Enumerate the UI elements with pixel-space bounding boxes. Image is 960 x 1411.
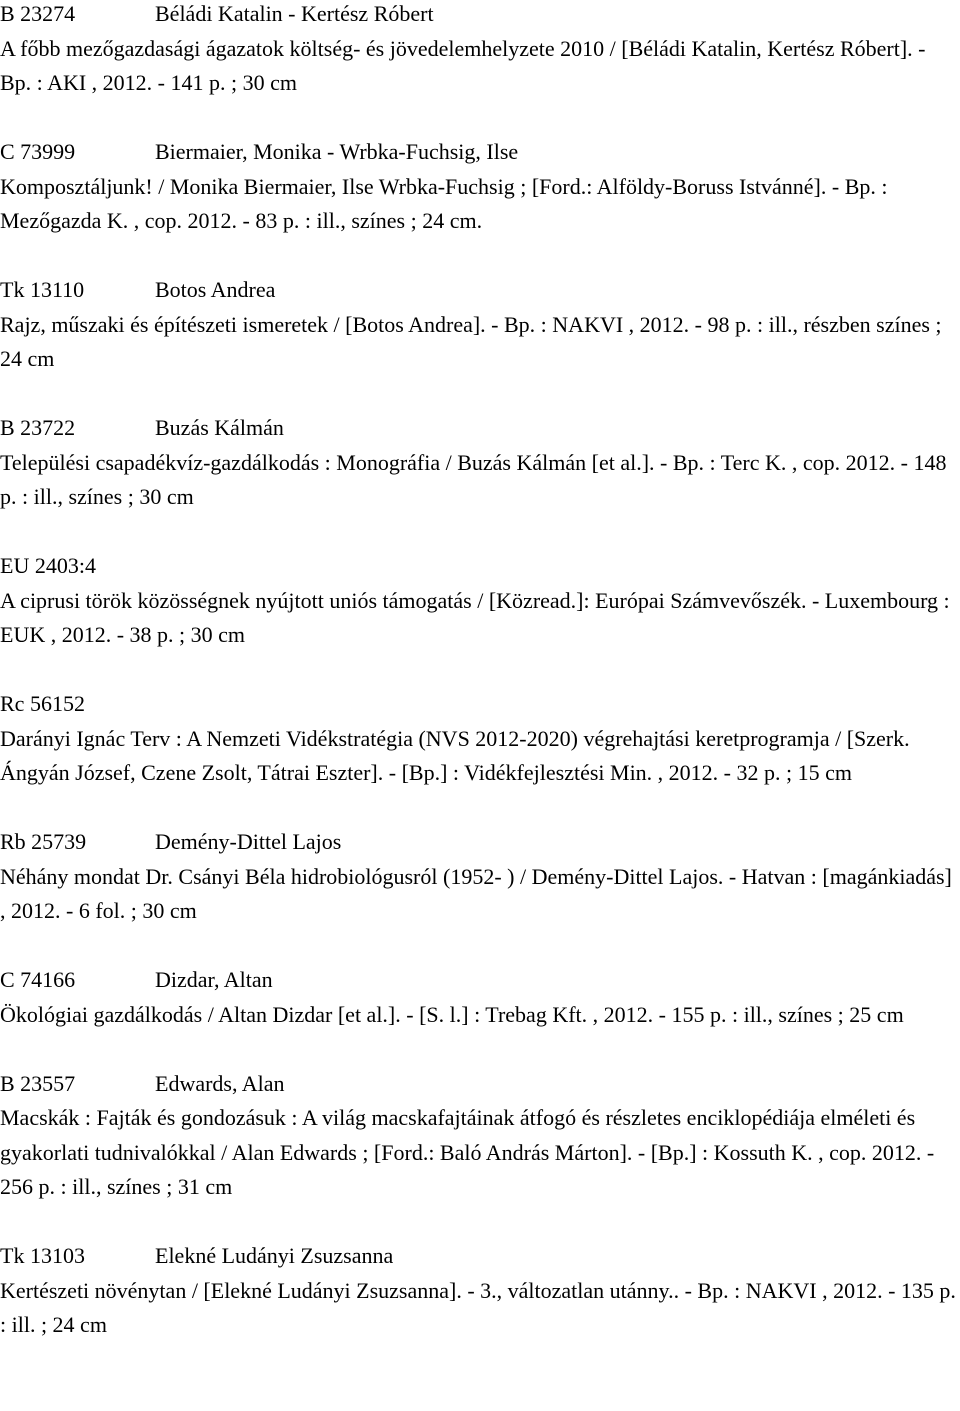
shelf-code: C 74166 xyxy=(0,967,76,992)
bibliography-entry xyxy=(0,135,960,239)
bibliography-entry xyxy=(0,1067,960,1205)
shelf-code: Rc 56152 xyxy=(0,691,85,716)
entry-heading xyxy=(0,273,960,308)
entry-description: A ciprusi török közösségnek nyújtott uniós támogatás / [Közread.]: Európai Számvevőszék. - Luxembourg : EUK , 2012. - 38 p. ; 30 cm xyxy=(0,587,950,647)
entry-author: Dizdar, Altan xyxy=(155,967,273,992)
entry-author: Demény-Dittel Lajos xyxy=(155,829,342,854)
bibliography-entry xyxy=(0,411,960,515)
bibliography-entry xyxy=(0,963,960,1032)
bibliography-entry xyxy=(0,687,960,791)
entry-heading xyxy=(0,1239,960,1274)
shelf-code: B 23722 xyxy=(0,415,76,440)
shelf-code: Rb 25739 xyxy=(0,829,87,854)
entry-heading xyxy=(0,963,960,998)
shelf-code: B 23557 xyxy=(0,1070,76,1096)
entry-heading xyxy=(0,411,960,446)
entry-heading xyxy=(0,1067,960,1102)
bibliography-entry xyxy=(0,1239,960,1343)
entry-author: Elekné Ludányi Zsuzsanna xyxy=(155,1243,394,1268)
entry-description: Macskák : Fajták és gondozásuk : A világ macskafajtáinak átfogó és részletes enciklopédiája elméleti és gyakorlati tudnivalókkal / Alan Edwards ; [Ford.: Baló András Márton]. - [Bp.] : Kossuth K. , cop. 2012. - 256 p. : ill., színes ; 31 cm xyxy=(0,1105,935,1199)
bibliography-entry xyxy=(0,273,960,377)
entry-description: Komposztáljunk! / Monika Biermaier, Ilse Wrbka-Fuchsig ; [Ford.: Alföldy-Boruss Istvánné]. - Bp. : Mezőgazda K. , cop. 2012. - 83 p. : ill., színes ; 24 cm. xyxy=(0,173,888,233)
entry-heading xyxy=(0,687,960,722)
bibliography-entry xyxy=(0,0,960,101)
entry-description: Kertészeti növénytan / [Elekné Ludányi Zsuzsanna]. - 3., változatlan utánny.. - Bp. : NAKVI , 2012. - 135 p. : ill. ; 24 cm xyxy=(0,1277,956,1337)
shelf-code: EU 2403:4 xyxy=(0,553,96,578)
entry-heading xyxy=(0,549,960,584)
entry-heading xyxy=(0,0,960,32)
entry-heading xyxy=(0,135,960,170)
shelf-code: C 73999 xyxy=(0,139,76,164)
entry-description: Ökológiai gazdálkodás / Altan Dizdar [et al.]. - [S. l.] : Trebag Kft. , 2012. - 155 p. : ill., színes ; 25 cm xyxy=(0,1001,904,1027)
entry-author: Biermaier, Monika - Wrbka-Fuchsig, Ilse xyxy=(155,139,519,164)
entry-description: A főbb mezőgazdasági ágazatok költség- és jövedelemhelyzete 2010 / [Béládi Katalin, Kertész Róbert]. - Bp. : AKI , 2012. - 141 p. ; 30 cm xyxy=(0,35,926,95)
bibliography-entry xyxy=(0,825,960,929)
bibliography-entry xyxy=(0,549,960,653)
entry-description: Rajz, műszaki és építészeti ismeretek / [Botos Andrea]. - Bp. : NAKVI , 2012. - 98 p. : ill., részben színes ; 24 cm xyxy=(0,311,942,371)
entry-author: Botos Andrea xyxy=(155,277,276,302)
entry-heading xyxy=(0,825,960,860)
shelf-code: Tk 13103 xyxy=(0,1243,85,1268)
entry-author: Edwards, Alan xyxy=(155,1070,285,1096)
entry-author: Béládi Katalin - Kertész Róbert xyxy=(155,1,434,26)
entry-description: Darányi Ignác Terv : A Nemzeti Vidékstratégia (NVS 2012-2020) végrehajtási keretprogramja / [Szerk. Ángyán József, Czene Zsolt, Tátrai Eszter]. - [Bp.] : Vidékfejlesztési Min. , 2012. - 32 p. ; 15 cm xyxy=(0,725,910,785)
entry-author: Buzás Kálmán xyxy=(155,415,284,440)
entry-description: Néhány mondat Dr. Csányi Béla hidrobiológusról (1952- ) / Demény-Dittel Lajos. - Hatvan : [magánkiadás] , 2012. - 6 fol. ; 30 cm xyxy=(0,863,952,923)
shelf-code: B 23274 xyxy=(0,1,76,26)
shelf-code: Tk 13110 xyxy=(0,277,85,302)
entry-description: Települési csapadékvíz-gazdálkodás : Monográfia / Buzás Kálmán [et al.]. - Bp. : Terc K. , cop. 2012. - 148 p. : ill., színes ; 30 cm xyxy=(0,449,947,509)
